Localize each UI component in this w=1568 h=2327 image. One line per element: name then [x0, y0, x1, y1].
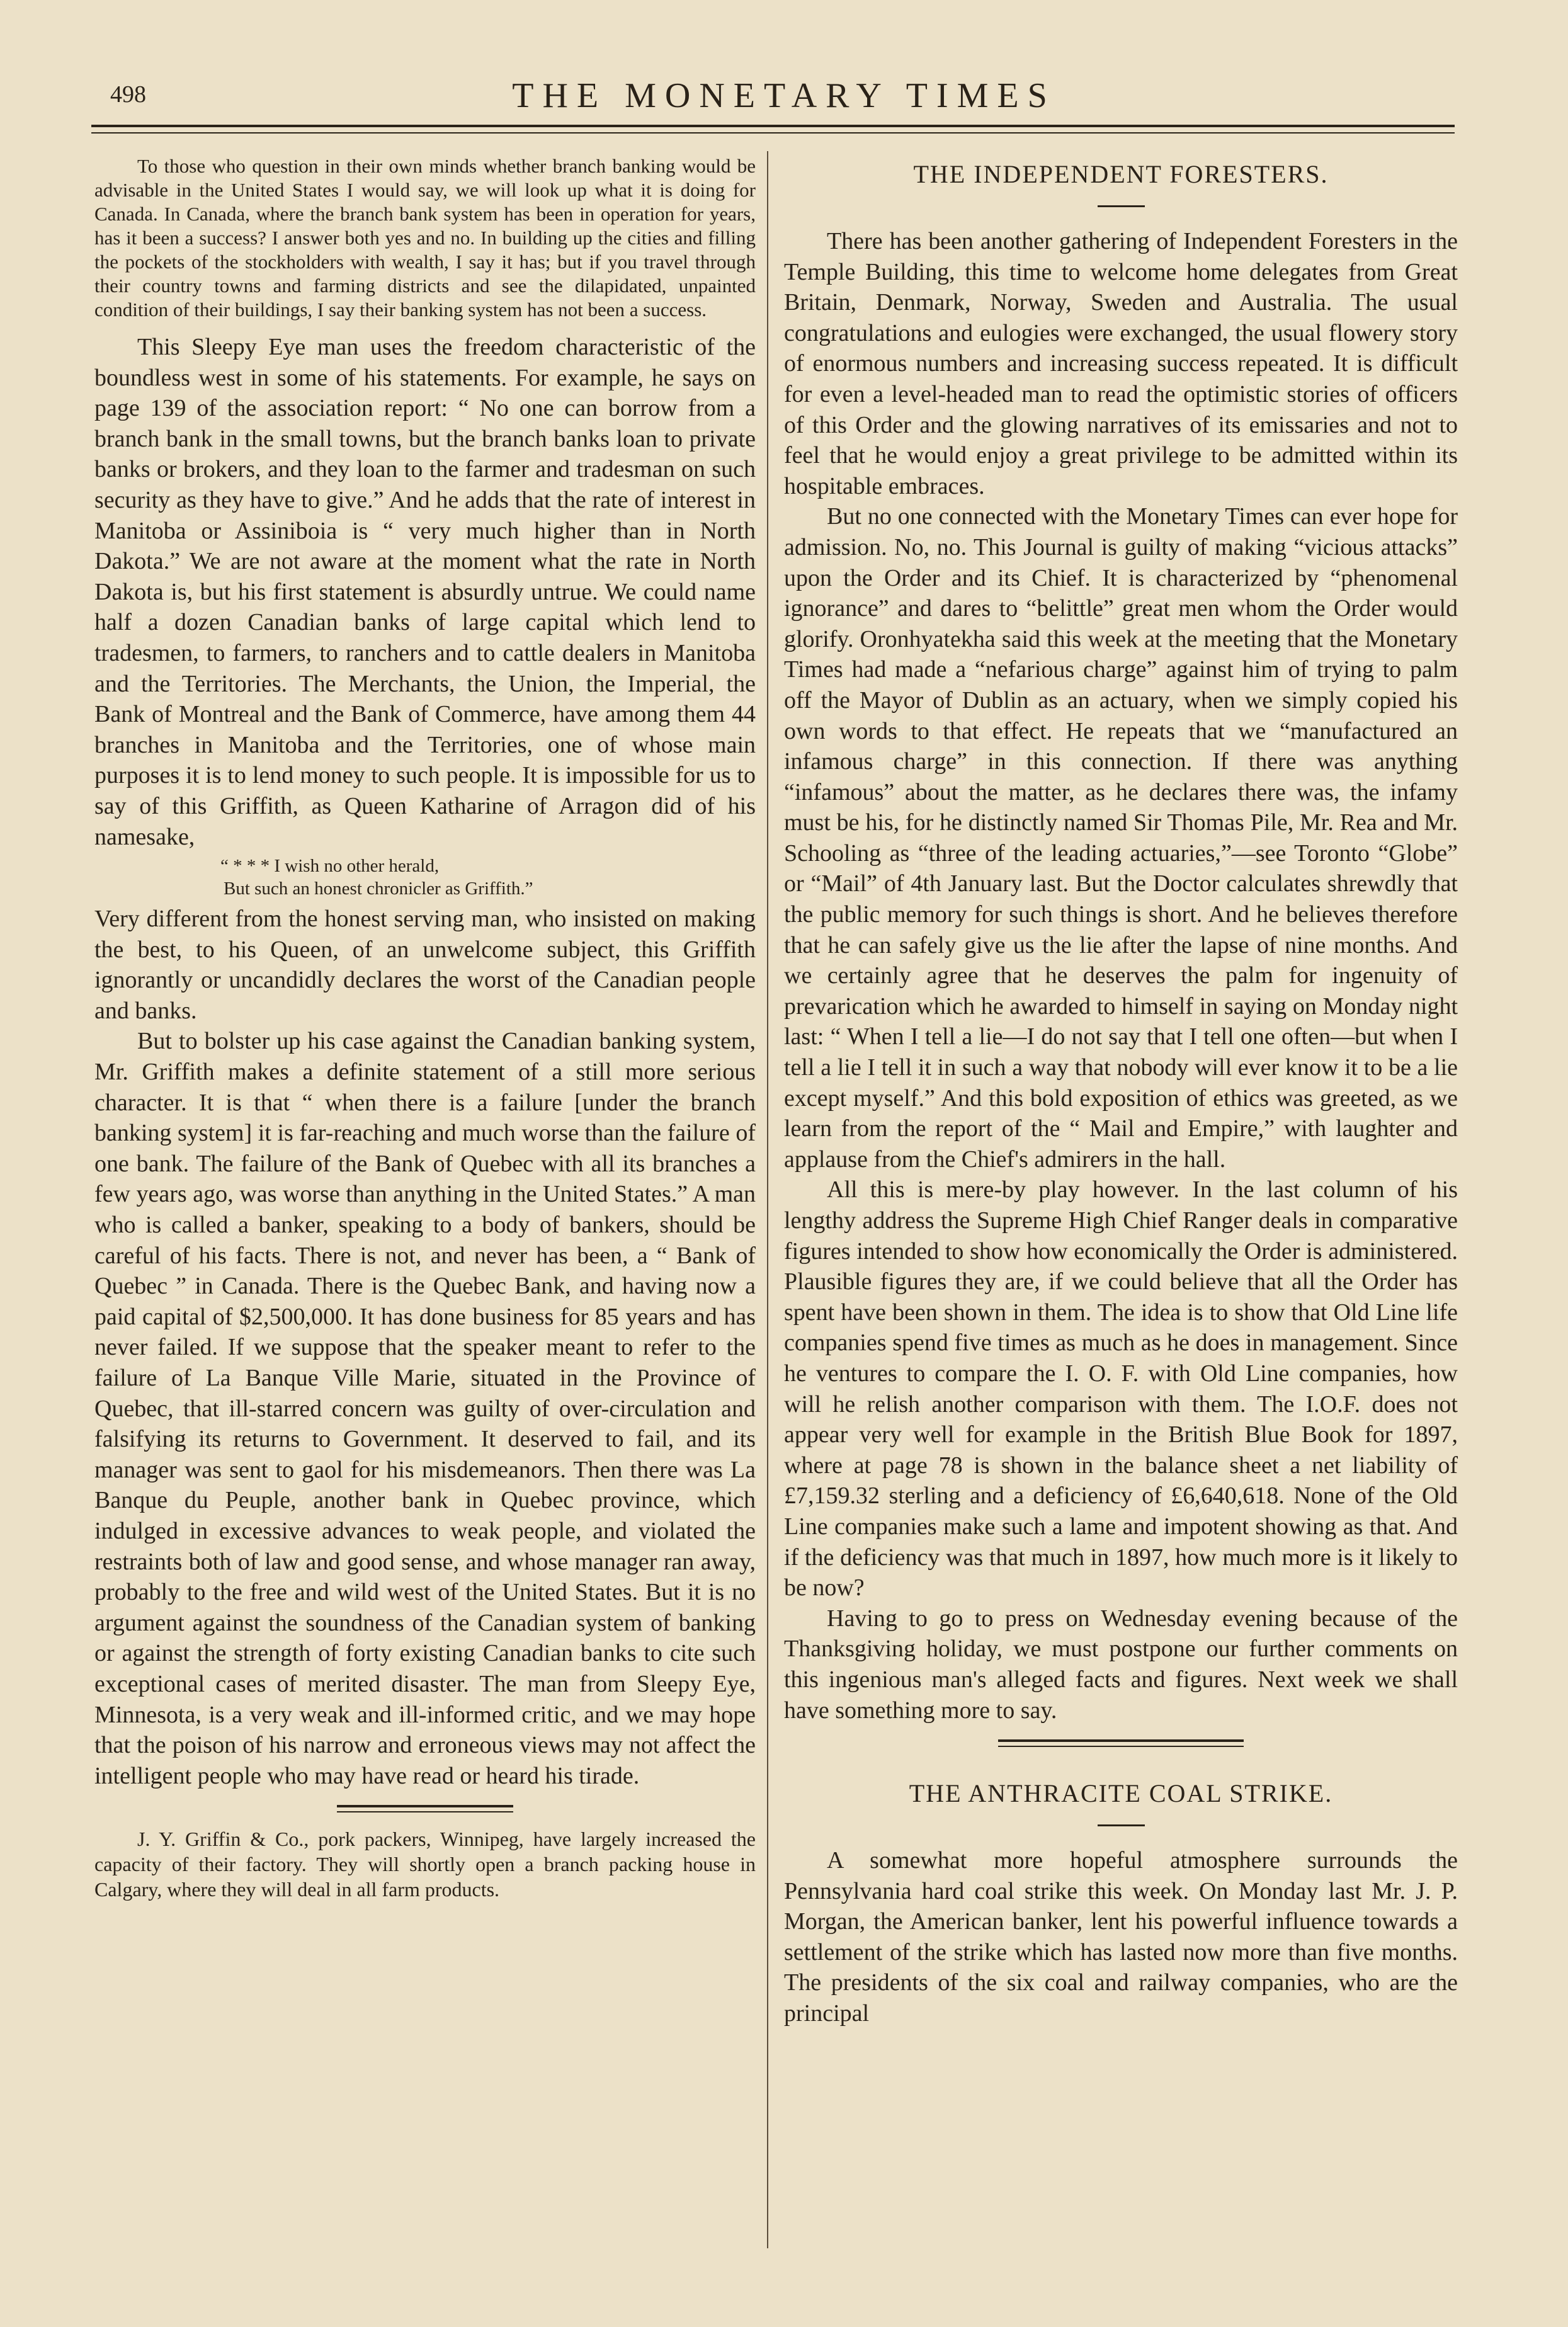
paragraph: This Sleepy Eye man uses the freedom characteristic of the boundless west in some of his statements. For example, he says on page 139 of the association report: “ No one can borrow from a branch bank in the small towns, but the branch banks loan to private banks or brokers, and they loan to the farmer and tradesman on such security as they have to give.” And he adds that the rate of interest in Manitoba or Assiniboia is “ very much higher than in North Dakota.” We are not aware at the moment what the rate in North Dakota is, but his first statement is absurdly untrue. We could name half a dozen Canadian banks of large capital which lend to tradesmen, to farmers, to ranchers and to cattle dealers in Manitoba and the Territories. The Merchants, the Union, the Imperial, the Bank of Montreal and the Bank of Commerce, have among them 44 branches in Manitoba and the Territories, one of whose main purposes it is to lend money to such people. It is impossible for us to say of this Griffith, as Queen Katharine of Arragon did of his namesake, [94, 334, 756, 850]
verse-line: “ * * * I wish no other herald, [220, 856, 440, 877]
paragraph: All this is mere-by play however. In the last column of his lengthy address the Supreme High Chief Ranger deals in comparative figures intended to show how economically the Order is administered. Plausible figures they are, if we could believe that all the Order has spent have been shown in them. The idea is to show that Old Line life companies spend five times as much as he does in management. Since he ventures to compare the I. O. F. with Old Line companies, how will he relish another comparison with them. The I.O.F. does not appear very well for example in the British Blue Book for 1897, where at page 78 is shown in the balance sheet a net liability of £7,159.32 sterling and a deficiency of £6,640,618. None of the Old Line companies make such a lame and impotent showing as that. And if the deficiency was that much in 1897, how much more is it likely to be now? [784, 1176, 1458, 1602]
paragraph: Very different from the honest serving man, who insisted on making the best, to his Queen, of an unwelcome subject, this Griffith ignorantly or uncandidly declares the worst of the Canadian people and banks. [94, 906, 756, 1024]
column-divider [767, 151, 768, 2248]
right-column [784, 154, 1458, 2029]
left-column [94, 154, 756, 1902]
paragraph: There has been another gathering of Independent Foresters in the Temple Building, this time to welcome home delegates from Great Britain, Denmark, Norway, Sweden and Australia. The usual congratulations and eulogies were exchanged, the usual flowery story of enormous numbers and increasing success repeated. It is difficult for even a level-headed man to read the optimistic stories of officers of this Order and the glowing narratives of its emissaries and not to feel that he would enjoy a great privilege to be admitted within its hospitable embraces. [784, 228, 1458, 499]
intro-quote: To those who question in their own minds whether branch banking would be advisable in the United States I would say, we will look up what it is doing for Canada. In Canada, where the branch bank system has been in operation for years, has it been a success? I answer both yes and no. In building up the cities and filling the pockets of the stockholders with wealth, I say it has; but if you travel through their country towns and farming districts and see the dilapidated, unpainted condition of their buildings, I say their banking system has not been a success. [94, 155, 756, 321]
page-number: 498 [110, 81, 146, 108]
heading-rule [1098, 205, 1145, 207]
paragraph: Having to go to press on Wednesday evening because of the Thanksgiving holiday, we must postpone our further comments on this ingenious man's alleged facts and figures. Next week we shall have something more to say. [784, 1605, 1458, 1724]
section-heading: THE INDEPENDENT FORESTERS. [913, 160, 1329, 188]
verse-quote [94, 855, 756, 900]
paragraph: A somewhat more hopeful atmosphere surrounds the Pennsylvania hard coal strike this week. On Monday last Mr. J. P. Morgan, the American banker, lent his powerful influence towards a settlement of the strike which has lasted now more than five months. The presidents of the six coal and railway companies, who are the principal [784, 1847, 1458, 2027]
section-heading: THE ANTHRACITE COAL STRIKE. [909, 1779, 1333, 1808]
news-note: J. Y. Griffin & Co., pork packers, Winnipeg, have largely increased the capacity of their factory. They will shortly open a branch packing house in Calgary, where they will deal in all farm products. [94, 1828, 756, 1901]
verse-line: But such an honest chronicler as Griffith.” [224, 879, 533, 899]
heading-rule [1098, 1824, 1145, 1826]
header-rule [91, 125, 1455, 127]
masthead-title: THE MONETARY TIMES [512, 76, 1056, 115]
paragraph: But no one connected with the Monetary Times can ever hope for admission. No, no. This Journal is guilty of making “vicious attacks” upon the Order and its Chief. It is characterized by “phenomenal ignorance” and dares to “belittle” great men whom the Order would glorify. Oronhyatekha said this week at the meeting that the Monetary Times had made a “nefarious charge” against him of trying to palm off the Mayor of Dublin as an actuary, when we simply copied his own words to that effect. He repeats that we “manufactured an infamous charge” in this connection. If there was anything “infamous” about the matter, as he declares there was, the infamy must be his, for he distinctly named Sir Thomas Pile, Mr. Rea and Mr. Schooling as “three of the leading actuaries,”—see Toronto “Globe” or “Mail” of 4th January last. But the Doctor calculates shrewdly that the public memory for such things is short. And he believes therefore that he can safely give us the lie after the lapse of nine months. And we certainly agree that he deserves the palm for ingenuity of prevarication which he awarded to himself in saying on Monday night last: “ When I tell a lie—I do not say that I tell one often—but when I tell a lie I tell it in such a way that nobody will ever know it to be a lie except myself.” And this bold exposition of ethics was greeted, as we learn from the report of the “ Mail and Empire,” with laughter and applause from the Chief's admirers in the hall. [784, 503, 1458, 1173]
header-rule-thin [91, 132, 1455, 134]
section-divider [998, 1739, 1244, 1747]
section-divider [337, 1805, 513, 1812]
paragraph: But to bolster up his case against the Canadian banking system, Mr. Griffith makes a definite statement of a still more serious character. It is that “ when there is a failure [under the branch banking system] it is far-reaching and much worse than the failure of one bank. The failure of the Bank of Quebec with all its branches a few years ago, was worse than anything in the United States.” A man who is called a banker, speaking to a body of bankers, should be careful of his facts. There is not, and never has been, a “ Bank of Quebec ” in Canada. There is the Quebec Bank, and having now a paid capital of $2,500,000. It has done business for 85 years and has never failed. If we suppose that the speaker meant to refer to the failure of La Banque Ville Marie, situated in the Province of Quebec, that ill-starred concern was guilty of over-circulation and falsifying its returns to Government. It deserved to fail, and its manager was sent to gaol for his misdemeanors. Then there was La Banque du Peuple, another bank in Quebec province, which indulged in excessive advances to weak people, and violated the restraints both of law and good sense, and whose manager ran away, probably to the free and wild west of the United States. But it is no argument against the soundness of the Canadian system of banking or against the strength of forty existing Canadian banks to cite such exceptional cases of merited disaster. The man from Sleepy Eye, Minnesota, is a very weak and ill-informed critic, and we may hope that the poison of his narrow and erroneous views may not affect the intelligent people who may have read or heard his tirade. [94, 1028, 756, 1789]
